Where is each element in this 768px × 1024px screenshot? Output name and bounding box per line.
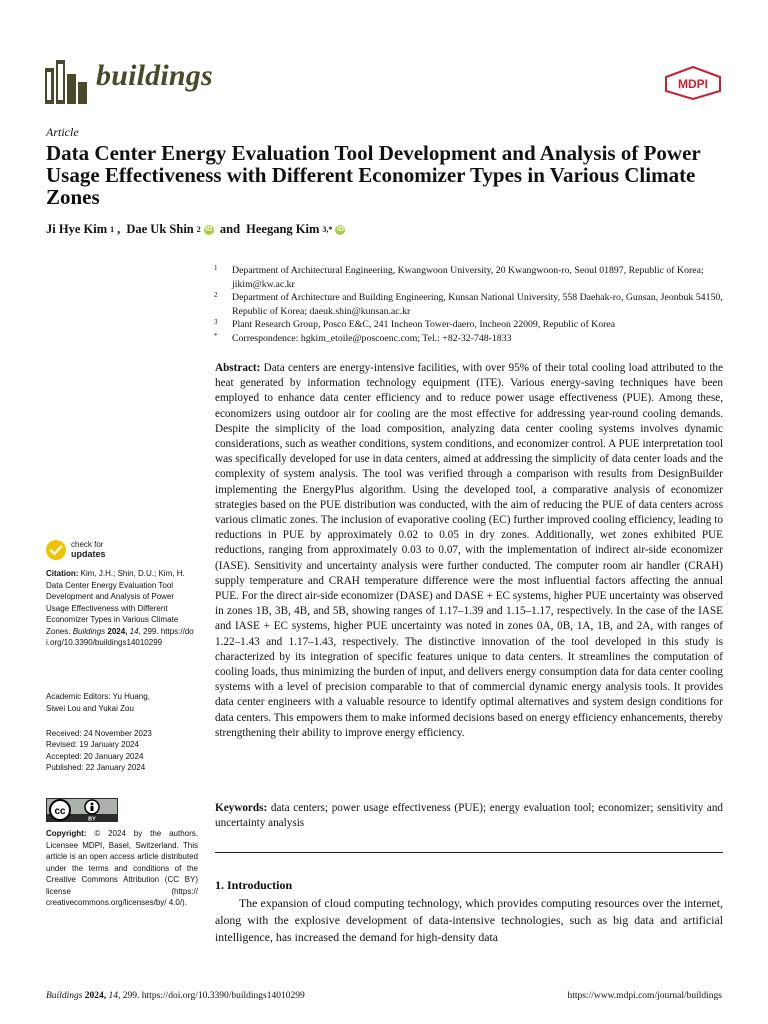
keywords (215, 801, 723, 831)
mdpi-logo-text: MDPI (678, 77, 708, 91)
date-received: Received: 24 November 2023 (46, 729, 152, 738)
editors-names: Siwei Lou and Yukai Zou (46, 703, 134, 713)
author-name[interactable]: Dae Uk Shin (126, 222, 194, 236)
check-updates-line2: updates (71, 548, 106, 559)
footer-year: 2024, (84, 991, 107, 1001)
journal-name: buildings (96, 59, 213, 92)
citation-journal: Buildings (72, 626, 106, 636)
section-body-text: The expansion of cloud computing technology, which provides computing resources over the internet, along with the explosive development of data-intensive technologies, such as big data and artificial intelligence, has increased the demand for high-density data (215, 896, 723, 944)
check-updates-line1: check for (71, 540, 104, 549)
affiliation-text: Department of Architecture and Building Engineering, Kunsan National University, 558 Daehak-ro, Gunsan, Jeonbuk 54150, Republic of Korea; daeuk.shin@kunsan.ac.kr (232, 292, 723, 317)
footer-volume: 14, (108, 991, 121, 1001)
academic-editors (46, 691, 196, 714)
author-separator: and (216, 222, 244, 236)
mdpi-logo-icon (664, 66, 722, 100)
check-updates-text (71, 541, 106, 559)
abstract-label: Abstract: (215, 362, 261, 374)
author-separator: , (117, 222, 124, 236)
citation-doi-link[interactable]: 299. https://doi.org/10.3390/buildings14010299 (46, 626, 194, 647)
editors-label: Academic Editors: Yu Huang, (46, 692, 150, 701)
citation-text: Kim, J.H.; Shin, D.U.; Kim, H. Data Center Energy Evaluation Tool Development and Analysis of Power Usage Effectiveness with Different Economizer Types in Various Climate Zones. (46, 569, 185, 636)
citation-year: 2024, (107, 626, 128, 636)
affiliations (214, 264, 726, 345)
affiliation-mark: 1 (214, 264, 218, 272)
affiliation-text: Plant Research Group, Posco E&C, 241 Incheon Tower-daero, Incheon 22009, Republic of Korea (232, 319, 616, 330)
affiliation-text: Department of Architectural Engineering, Kwangwoon University, 20 Kwangwoon-ro, Seoul 01897, Republic of Korea; jikim@kw.ac.kr (232, 265, 704, 290)
affiliation-item (214, 318, 726, 332)
keywords-label: Keywords: (215, 802, 268, 814)
keywords-text: data centers; power usage effectiveness (PUE); energy evaluation tool; economizer; sensitivity and uncertainty analysis (215, 802, 724, 830)
citation-label: Citation: (46, 569, 79, 578)
footer-journal-url[interactable]: https://www.mdpi.com/journal/buildings (567, 991, 722, 1001)
check-updates-icon (45, 539, 67, 561)
affiliation-item (214, 332, 726, 346)
footer-citation (46, 991, 305, 1001)
footer-journal: Buildings (46, 991, 83, 1001)
citation-volume: 14, (129, 626, 141, 636)
affiliation-item (214, 291, 726, 318)
author-list: Ji Hye Kim 1 , Dae Uk Shin 2 iD and Heegang Kim 3,* iD (46, 222, 344, 236)
svg-text:BY: BY (88, 816, 96, 822)
date-revised: Revised: 19 January 2024 (46, 740, 139, 750)
affiliation-mark: 2 (214, 291, 218, 299)
mdpi-logo[interactable] (664, 66, 722, 100)
check-for-updates-button[interactable] (45, 538, 125, 562)
cc-by-license-icon[interactable] (46, 798, 118, 822)
copyright-label: Copyright: (46, 829, 87, 838)
affiliation-item (214, 264, 726, 291)
article-title: Data Center Energy Evaluation Tool Development and Analysis of Power Usage Effectiveness with Different Economizer Types in Various Climate Zones (46, 141, 701, 209)
footer-doi-link[interactable]: 299. https://doi.org/10.3390/buildings14010299 (122, 991, 305, 1001)
copyright-text: © 2024 by the authors. Licensee MDPI, Basel, Switzerland. This article is an open access article distributed under the terms and conditions of the Creative Commons Attribution (CC BY) license (https:// creativecommons.org/licenses/by/ 4.0/). (46, 829, 198, 907)
affiliation-mark: 3 (214, 318, 218, 326)
author-name[interactable]: Heegang Kim (246, 222, 320, 236)
abstract (215, 361, 723, 741)
journal-logo-icon (45, 60, 89, 104)
affiliation-mark: * (214, 331, 218, 340)
citation-block (46, 568, 196, 649)
copyright-notice (46, 828, 198, 909)
affiliation-text: Correspondence: hgkim_etoile@poscoenc.com; Tel.: +82-32-748-1833 (232, 332, 512, 344)
article-type: Article (46, 125, 79, 139)
author-name[interactable]: Ji Hye Kim (46, 222, 108, 236)
section-divider (215, 852, 723, 853)
svg-text:cc: cc (54, 806, 66, 817)
date-accepted: Accepted: 20 January 2024 (46, 751, 144, 761)
abstract-text: Data centers are energy-intensive facilities, with over 95% of their total cooling load attributed to the heat generated by information technology equipment (ITE). Various energy-saving techniques have been employed to enhance data center efficiency and to reduce power usage effectiveness (PUE). Among these, economizers using outdoor air for cooling are the most effective for addressing year-round cooling demands. Despite the simplicity of the load composition, analyzing data center cooling systems involves dynamic considerations, such as weather conditions, system conditions, and economizer control. A PUE interpretation tool was specifically developed for use in data centers, aimed at addressing the simplicity of data center loads and the complexity of system analysis. The tool was verified through a comparison with results from DesignBuilder implementing the EnergyPlus algorithm. Using the developed tool, a comparative analysis of economizer strategies based on the PUE distribution was conducted, with the aim of reducing the PUE of data centers across various climatic zones. The inclusion of evaporative cooling (EC) further improved cooling efficiency, leading to reductions in PUE by approximately 0.02 to 0.05 in dry zones. Additionally, wet zones exhibited PUE reductions, ranging from approximately 0.03 to 0.07, with the implementation of indirect air-side economizer (IASE). Sensitivity and uncertainty analysis were further conducted. The computer room air handler (CRAH) supply temperature and CRAH temperature difference were the most influential factors affecting the annual PUE. For the direct air-side economizer (DASE) and DASE + EC systems, higher PUE uncertainty was observed in zones 1B, 3B, 4B, and 5B, showing ranges of 1.17–1.39 and 1.15–1.17, respectively. In the case of the IASE and IASE + EC systems, higher PUE uncertainty was noted in zones 0A, 0B, 1A, 1B, and 2A, with ranges of 1.22–1.43 and 1.17–1.43, respectively. The distinctive innovation of the tool developed in this study is characterized by its integration of specific features unique to data centers. It streamlines the computation of cooling loads, thus minimizing the burden of input, and delivers energy consumption data for data center cooling systems with a level of precision comparable to that of commercial dynamic energy analysis tools. It provides data center engineers with a valuable resource to identify optimal alternatives and system design conditions for data centers. This empowers them to make informed decisions based on energy efficiency enhancements, thereby strengthening their ability to improve energy efficiency. (215, 362, 723, 739)
publication-dates (46, 728, 196, 773)
section-heading: 1. Introduction (215, 878, 293, 892)
date-published: Published: 22 January 2024 (46, 762, 146, 772)
orcid-icon[interactable]: iD (336, 225, 344, 233)
orcid-icon[interactable]: iD (205, 225, 213, 233)
